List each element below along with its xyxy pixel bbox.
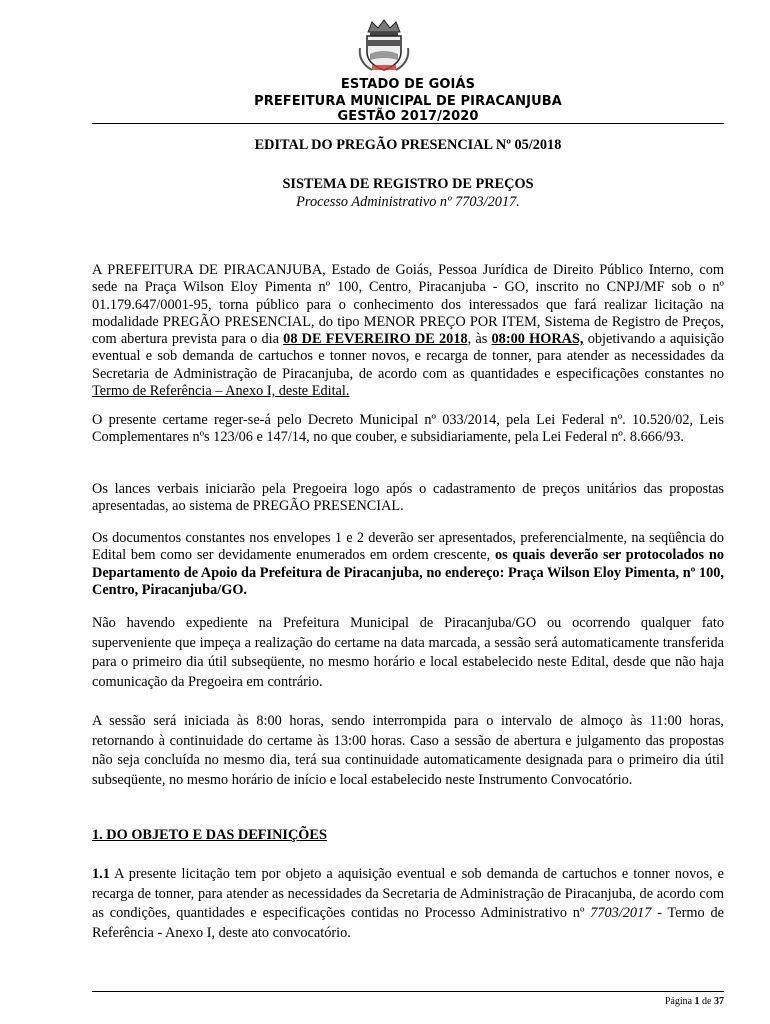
header-state: ESTADO DE GOIÁS	[340, 77, 476, 92]
no-business-paragraph: Não havendo expediente na Prefeitura Municipal de Piracanjuba/GO ou ocorrendo qualquer fato superveniente que impeça a realização do certame na data marcada, a sessão será automaticamente transferida para o primeiro dia útil subseqüente, no mesmo horário e local estabelecido neste Edital, desde que não haja comunicação da Pregoeira em contrário.	[92, 615, 724, 690]
legal-basis-paragraph: O presente certame reger-se-á pelo Decreto Municipal nº 033/2014, pela Lei Federal nº. 10.520/02, Leis Complementares nºs 123/06 e 147/14, no que couber, e subsidiariamente, pela Lei Federal nº. 8.666/93.	[92, 412, 724, 446]
intro-paragraph: A PREFEITURA DE PIRACANJUBA, Estado de Goiás, Pessoa Jurídica de Direito Público Interno, com sede na Praça Wilson Eloy Pimenta nº 100, Centro, Piracanjuba - GO, inscrito no CNPJ/MF sob o nº 01.179.647/0001-95, torna público para o conhecimento dos interessados que fará realizar licitação na modalidade PREGÃO PRESENCIAL, do tipo MENOR PREÇO POR ITEM, Sistema de Registro de Preços, com abertura prevista para o dia 08 DE FEVEREIRO DE 2018, às 08:00 HORAS, objetivando a aquisição eventual e sob demanda de cartuchos e tonner novos, e recarga de tonner, para atender as necessidades da Secretaria de Administração de Piracanjuba, de acordo com as quantidades e especificações constantes no Termo de Referência – Anexo I, deste Edital.	[92, 262, 724, 400]
edital-title: EDITAL DO PREGÃO PRESENCIAL Nº 05/2018	[254, 137, 562, 153]
edital-subtitle: SISTEMA DE REGISTRO DE PREÇOS	[282, 176, 534, 192]
footer-rule	[92, 991, 724, 992]
section-1-1-paragraph: 1.1 A presente licitação tem por objeto a aquisição eventual e sob demanda de cartuchos e tonner novos, e recarga de tonner, para atender as necessidades da Secretaria de Administração de Piracanjuba, de acordo com as condições, quantidades e especificações contidas no Processo Administrativo nº 7703/2017 - Termo de Referência - Anexo I, deste ato convocatório.	[92, 866, 724, 941]
opening-date: 08 DE FEVEREIRO DE 2018	[283, 331, 468, 348]
reference-term: Termo de Referência – Anexo I, deste Edital.	[92, 383, 350, 400]
section-1-heading: 1. DO OBJETO E DAS DEFINIÇÕES	[92, 827, 327, 843]
municipal-crest-icon	[358, 18, 410, 72]
process-number: Processo Administrativo nº 7703/2017.	[296, 194, 520, 210]
header-term: GESTÃO 2017/2020	[337, 109, 479, 124]
header-rule	[92, 123, 724, 124]
documents-paragraph: Os documentos constantes nos envelopes 1 e 2 deverão ser apresentados, preferencialmente, na seqüência do Edital bem como ser devidamente enumerados em ordem crescente, os quais deverão ser protocolados no Departamento de Apoio da Prefeitura de Piracanjuba, no endereço: Praça Wilson Eloy Pimenta, nº 100, Centro, Piracanjuba/GO.	[92, 530, 724, 598]
session-paragraph: A sessão será iniciada às 8:00 horas, sendo interrompida para o intervalo de almoço às 11:00 horas, retornando à continuidade do certame às 13:00 horas. Caso a sessão de abertura e julgamento das propostas não seja concluída no mesmo dia, terá sua continuidade automaticamente designada para o primeiro dia útil subseqüente, no mesmo horário de início e local estabelecido neste Instrumento Convocatório.	[92, 713, 724, 788]
opening-time: 08:00 HORAS,	[491, 331, 584, 348]
bids-paragraph: Os lances verbais iniciarão pela Pregoeira logo após o cadastramento de preços unitários das propostas apresentadas, ao sistema de PREGÃO PRESENCIAL.	[92, 481, 724, 515]
page-number: Página 1 de 37	[664, 996, 724, 1007]
header-prefecture: PREFEITURA MUNICIPAL DE PIRACANJUBA	[254, 94, 562, 109]
